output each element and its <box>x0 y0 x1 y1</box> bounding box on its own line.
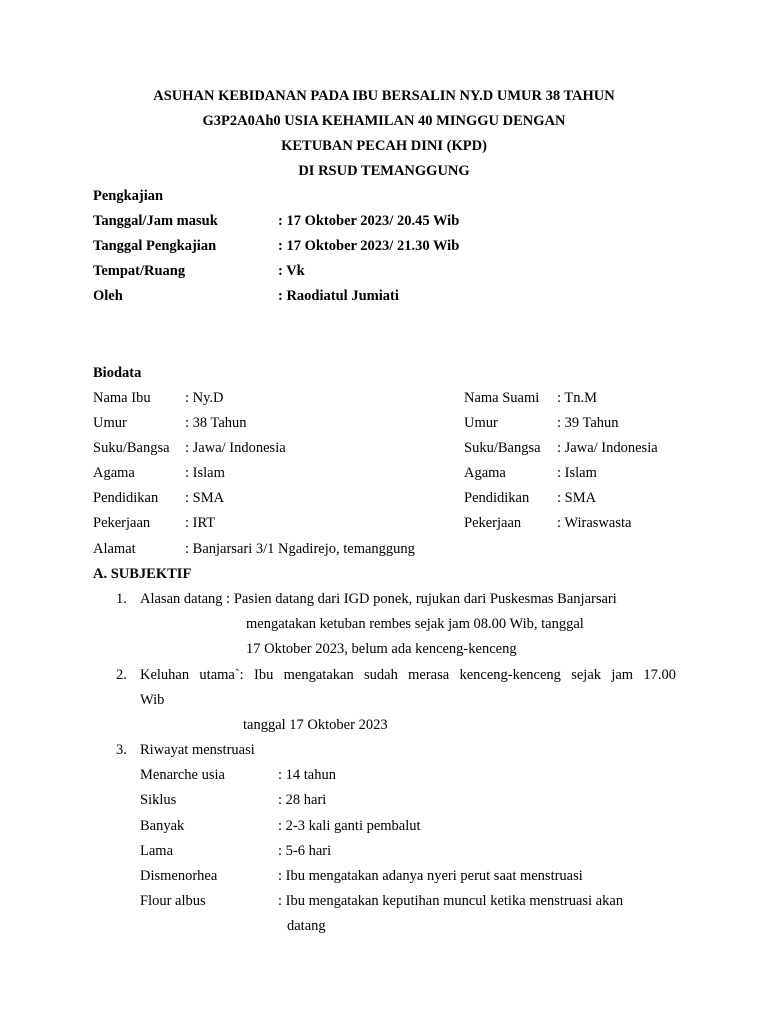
suami-label: Suku/Bangsa <box>464 440 541 456</box>
ibu-value: : 38 Tahun <box>185 415 247 431</box>
menstruasi-label: Lama <box>140 843 174 859</box>
alasan-datang-line-2: mengatakan ketuban rembes sejak jam 08.00 Wib, tanggal <box>246 616 584 632</box>
pengkajian-value: : Raodiatul Jumiati <box>278 288 399 304</box>
riwayat-menstruasi-heading: Riwayat menstruasi <box>140 742 255 758</box>
ibu-label: Pendidikan <box>93 490 159 506</box>
ibu-label: Umur <box>93 415 127 431</box>
menstruasi-label: Flour albus <box>140 893 206 909</box>
menstruasi-value: : 28 hari <box>278 792 327 808</box>
menstruasi-label: Siklus <box>140 792 177 808</box>
menstruasi-label: Banyak <box>140 818 185 834</box>
suami-value: : Tn.M <box>557 390 598 406</box>
pengkajian-label: Tempat/Ruang <box>93 263 186 279</box>
suami-value: : Islam <box>557 465 597 481</box>
ibu-value: : IRT <box>185 515 216 531</box>
ibu-value: : Ny.D <box>185 390 224 406</box>
keluhan-utama-line-2: Wib <box>140 692 165 708</box>
ibu-label: Pekerjaan <box>93 515 151 531</box>
suami-value: : Jawa/ Indonesia <box>557 440 658 456</box>
ibu-label: Alamat <box>93 541 136 557</box>
pengkajian-label: Tanggal/Jam masuk <box>93 213 218 229</box>
suami-label: Pekerjaan <box>464 515 522 531</box>
pengkajian-value: : Vk <box>278 263 305 279</box>
menstruasi-value: : Ibu mengatakan adanya nyeri perut saat menstruasi <box>278 868 583 884</box>
ibu-value: : Jawa/ Indonesia <box>185 440 286 456</box>
menstruasi-value: : Ibu mengatakan keputihan muncul ketika menstruasi akan <box>278 893 624 909</box>
suami-label: Pendidikan <box>464 490 530 506</box>
suami-value: : SMA <box>557 490 597 506</box>
pengkajian-label: Oleh <box>93 288 123 304</box>
menstruasi-value: : 2-3 kali ganti pembalut <box>278 818 421 834</box>
menstruasi-label: Menarche usia <box>140 767 225 783</box>
suami-label: Agama <box>464 465 506 481</box>
ibu-label: Agama <box>93 465 135 481</box>
keluhan-utama-line-3: tanggal 17 Oktober 2023 <box>243 717 388 733</box>
list-number: 1. <box>116 591 127 607</box>
list-number: 2. <box>116 667 127 683</box>
alasan-datang-line-3: 17 Oktober 2023, belum ada kenceng-kenceng <box>246 641 517 657</box>
suami-label: Umur <box>464 415 498 431</box>
title-line-4: DI RSUD TEMANGGUNG <box>298 163 470 179</box>
title-line-3: KETUBAN PECAH DINI (KPD) <box>281 138 487 154</box>
pengkajian-heading: Pengkajian <box>93 188 164 204</box>
keluhan-utama-line-1: Keluhan utama`: Ibu mengatakan sudah merasa kenceng-kenceng sejak jam 17.00 <box>140 667 676 683</box>
pengkajian-value: : 17 Oktober 2023/ 20.45 Wib <box>278 213 460 229</box>
ibu-value: : SMA <box>185 490 225 506</box>
ibu-label: Nama Ibu <box>93 390 151 406</box>
menstruasi-value: : 14 tahun <box>278 767 336 783</box>
alasan-datang-line-1: Alasan datang : Pasien datang dari IGD ponek, rujukan dari Puskesmas Banjarsari <box>140 591 617 607</box>
menstruasi-value: : 5-6 hari <box>278 843 332 859</box>
list-number: 3. <box>116 742 127 758</box>
flour-albus-continuation: datang <box>287 918 326 934</box>
title-line-1: ASUHAN KEBIDANAN PADA IBU BERSALIN NY.D UMUR 38 TAHUN <box>153 88 615 104</box>
subjektif-heading: A. SUBJEKTIF <box>93 566 192 582</box>
ibu-label: Suku/Bangsa <box>93 440 170 456</box>
menstruasi-label: Dismenorhea <box>140 868 218 884</box>
biodata-heading: Biodata <box>93 365 142 381</box>
suami-value: : Wiraswasta <box>557 515 632 531</box>
pengkajian-label: Tanggal Pengkajian <box>93 238 217 254</box>
pengkajian-value: : 17 Oktober 2023/ 21.30 Wib <box>278 238 460 254</box>
suami-value: : 39 Tahun <box>557 415 619 431</box>
ibu-value: : Banjarsari 3/1 Ngadirejo, temanggung <box>185 541 415 557</box>
ibu-value: : Islam <box>185 465 225 481</box>
suami-label: Nama Suami <box>464 390 540 406</box>
title-line-2: G3P2A0Ah0 USIA KEHAMILAN 40 MINGGU DENGAN <box>202 113 566 129</box>
